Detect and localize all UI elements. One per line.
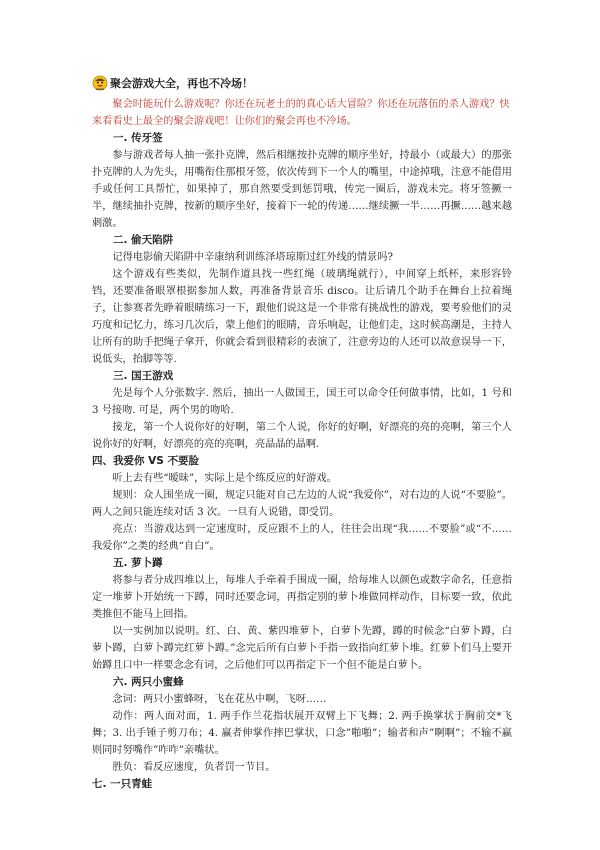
section-heading: 六. 两只小蜜蜂 xyxy=(113,676,184,688)
section-1 xyxy=(92,130,512,232)
section-heading: 一. 传牙签 xyxy=(113,132,163,144)
paragraph: 听上去有些“暧昧”，实际上是个练反应的好游戏。 xyxy=(112,473,337,484)
paragraph: 胜负：看反应速度，负者罚一节目。 xyxy=(112,762,276,773)
title-row xyxy=(92,72,512,94)
page-title: 聚会游戏大全，再也不冷场！ xyxy=(110,77,253,90)
section-2 xyxy=(92,232,512,368)
section-heading: 二. 偷天陷阱 xyxy=(113,234,174,246)
section-heading: 三. 国王游戏 xyxy=(113,370,174,382)
paragraph: 念词：两只小蜜蜂呀，飞在花丛中啊，飞呀…… xyxy=(112,694,327,705)
section-heading: 五. 萝卜蹲 xyxy=(113,557,163,569)
paragraph: 参与游戏者每人抽一张扑克牌，然后相继按扑克牌的顺序坐好，持最小（或最大）的那张扑克牌的人为先头，用嘴衔住那根牙签，依次传到下一个人的嘴里，中途掉哦，注意不能借用手或任何工具帮忙，如果掉了，那自然要受到惩罚哦，传完一圈后，游戏未完。将牙签撅一半，继续抽扑克牌，按新的顺序坐好，接着下一轮的传递……继续撅一半……再撅……越来越刺激。 xyxy=(92,150,512,229)
paragraph: 先是每个人分张数字. 然后，抽出一人做国王，国王可以命令任何做事情，比如，1 号和 3 号接吻. 可是，两个男的吻哈. xyxy=(92,388,512,416)
section-5 xyxy=(92,555,512,674)
section-heading: 四、我爱你 VS 不要脸 xyxy=(92,455,199,467)
section-6 xyxy=(92,674,512,776)
paragraph: 规则：众人围坐成一圈，规定只能对自己左边的人说“我爱你”，对右边的人说“不要脸”。两人之间只能连续对话 3 次。一旦有人说错，即受罚。 xyxy=(92,490,512,518)
paragraph: 以一实例加以说明。红、白、黄、紫四堆萝卜，白萝卜先蹲，蹲的时候念“白萝卜蹲，白萝卜蹲，白萝卜蹲完红萝卜蹲。”念完后所有白萝卜手指一致指向红萝卜堆。红萝卜们马上要开始蹲且口中一样要念念有词，之后他们可以再指定下一个但不能是白萝卜。 xyxy=(92,626,512,671)
paragraph: 记得电影偷天陷阱中辛康纳利训练泽塔琼斯过红外线的情景吗? xyxy=(112,252,393,263)
document-page xyxy=(92,72,512,793)
smiley-face-icon xyxy=(92,75,108,91)
intro-text: 聚会时能玩什么游戏呢？你还在玩老土的的真心话大冒险？你还在玩落伍的杀人游戏？快来看看史上最全的聚会游戏吧！让你们的聚会再也不冷场。 xyxy=(92,99,510,127)
section-3 xyxy=(92,368,512,453)
paragraph: 将参与者分成四堆以上，每堆人手牵着手围成一圈，给每堆人以颜色或数字命名，任意指定一堆萝卜开始统一下蹲，同时还要念词，再指定别的萝卜堆做同样动作，目标要一致，依此类推但不能马上回指。 xyxy=(92,575,512,620)
paragraph: 亮点：当游戏达到一定速度时，反应跟不上的人，往往会出现“我……不要脸”或“不……我爱你”之类的经典“自白”。 xyxy=(92,524,512,552)
paragraph: 这个游戏有些类似，先制作道具找一些红绳（玻璃绳就行），中间穿上纸杯，来形容铃铛，还要准备眼罩根据参加人数，再准备背景音乐 disco。让后请几个助手在舞台上拉着绳子，让参赛者先睁着眼睛练习一下，跟他们说这是一个非常有挑战性的游戏，要考验他们的灵巧度和记忆力，练习几次后，蒙上他们的眼睛，音乐响起，让他们走，这时候高潮是，主持人让所有的助手把绳子拿开，你就会看到很精彩的表演了，注意旁边的人还可以故意误导一下，说低头，抬脚等等. xyxy=(92,269,512,365)
section-heading: 七. 一只青蛙 xyxy=(92,778,153,790)
section-7 xyxy=(92,776,512,793)
section-4 xyxy=(92,453,512,555)
paragraph: 动作：两人面对面，1. 两手作兰花指状展开双臂上下飞舞；2. 两手换掌状于胸前交*飞舞；3. 出手锤子剪刀布；4. 赢者伸掌作摔巴掌状，口念”啪啪”；输者和声”啊啊”；不输不赢则同时努嘴作”咋咋”亲嘴状。 xyxy=(92,711,512,756)
paragraph: 接龙，第一个人说你好的好啊，第二个人说，你好的好啊，好漂亮的亮的亮啊，第三个人说你好的好啊，好漂亮的亮的亮啊，亮晶晶的晶啊. xyxy=(92,422,512,450)
